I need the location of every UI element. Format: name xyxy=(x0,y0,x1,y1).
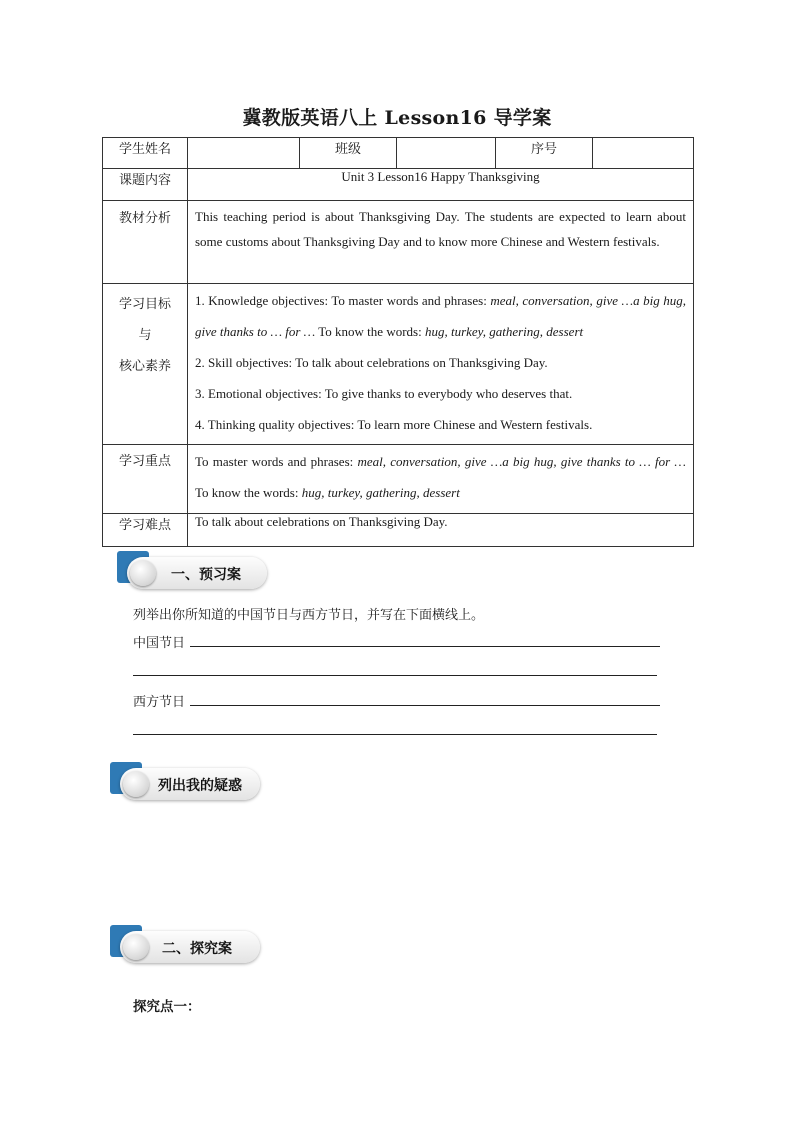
row-student-name xyxy=(103,138,694,169)
objectives-value xyxy=(188,284,694,445)
seat-number-cell[interactable] xyxy=(593,138,694,169)
student-name-cell[interactable] xyxy=(188,138,300,169)
section-preview-header xyxy=(117,551,277,593)
circle-icon xyxy=(123,934,149,960)
section-doubts-heading: 列出我的疑惑 xyxy=(158,778,242,794)
topic-value: Unit 3 Lesson16 Happy Thanksgiving xyxy=(188,169,694,201)
class-cell[interactable] xyxy=(397,138,496,169)
preview-instruction: 列举出你所知道的中国节日与西方节日，并写在下面横线上。 xyxy=(133,608,485,623)
info-table xyxy=(102,137,694,547)
objective-thinking: 4. Thinking quality objectives: To learn more Chinese and Western festivals. xyxy=(195,417,593,432)
objective-knowledge-words: hug, turkey, gathering, dessert xyxy=(424,324,584,339)
key-points-phrases: meal, conversation, give …a big hug, give thanks to … for … xyxy=(357,454,686,469)
circle-icon xyxy=(123,771,149,797)
row-key-points xyxy=(103,445,694,514)
section-preview-heading: 一、预习案 xyxy=(171,567,241,583)
key-points-value xyxy=(188,445,694,514)
circle-icon xyxy=(130,560,156,586)
objective-skill: 2. Skill objectives: To talk about celebrations on Thanksgiving Day. xyxy=(195,355,548,370)
objective-knowledge xyxy=(195,285,686,347)
student-name-label: 学生姓名 xyxy=(103,138,188,169)
row-objectives xyxy=(103,284,694,445)
objective-knowledge-prefix: 1. Knowledge objectives: To master words and phrases: xyxy=(195,293,491,308)
key-points-prefix: To master words and phrases: xyxy=(195,454,358,469)
objective-knowledge-mid: To know the words: xyxy=(315,324,425,339)
topic-label: 课题内容 xyxy=(103,169,188,201)
objectives-label-line-3: 核心素养 xyxy=(118,359,171,374)
objectives-label xyxy=(103,284,188,445)
section-explore-heading: 二、探究案 xyxy=(162,941,232,957)
objective-emotional: 3. Emotional objectives: To give thanks to everybody who deserves that. xyxy=(195,386,573,401)
row-analysis xyxy=(103,201,694,284)
chinese-festivals-line-2[interactable] xyxy=(133,675,657,676)
row-difficulties xyxy=(103,514,694,547)
section-doubts-header xyxy=(110,762,270,804)
chinese-festivals-label: 中国节日 xyxy=(133,636,186,651)
class-label: 班级 xyxy=(300,138,397,169)
analysis-label: 教材分析 xyxy=(103,201,188,284)
difficulties-label: 学习难点 xyxy=(103,514,188,547)
chinese-festivals-line-1[interactable] xyxy=(190,646,660,647)
seat-number-label: 序号 xyxy=(496,138,593,169)
western-festivals-line-2[interactable] xyxy=(133,734,657,735)
section-explore-header xyxy=(110,925,270,967)
page-title: 冀教版英语八上 Lesson16 导学案 xyxy=(242,107,552,129)
analysis-value: This teaching period is about Thanksgiving Day. The students are expected to learn about some customs about Thanksgiving Day and to know more Chinese and Western festivals. xyxy=(188,201,694,284)
western-festivals-label: 西方节日 xyxy=(133,695,186,710)
key-points-label: 学习重点 xyxy=(103,445,188,514)
western-festivals-line-1[interactable] xyxy=(190,705,660,706)
objectives-label-line-1: 学习目标 xyxy=(118,297,171,312)
objectives-label-line-2: 与 xyxy=(138,328,152,343)
objective-knowledge-phrases: meal, conversation, give …a big hug, give thanks to … for … xyxy=(195,293,686,339)
row-topic xyxy=(103,169,694,201)
explore-point-one-label: 探究点一： xyxy=(133,999,201,1015)
key-points-words: hug, turkey, gathering, dessert xyxy=(301,485,460,500)
difficulties-value: To talk about celebrations on Thanksgiving Day. xyxy=(188,514,694,547)
key-points-mid: To know the words: xyxy=(195,485,302,500)
